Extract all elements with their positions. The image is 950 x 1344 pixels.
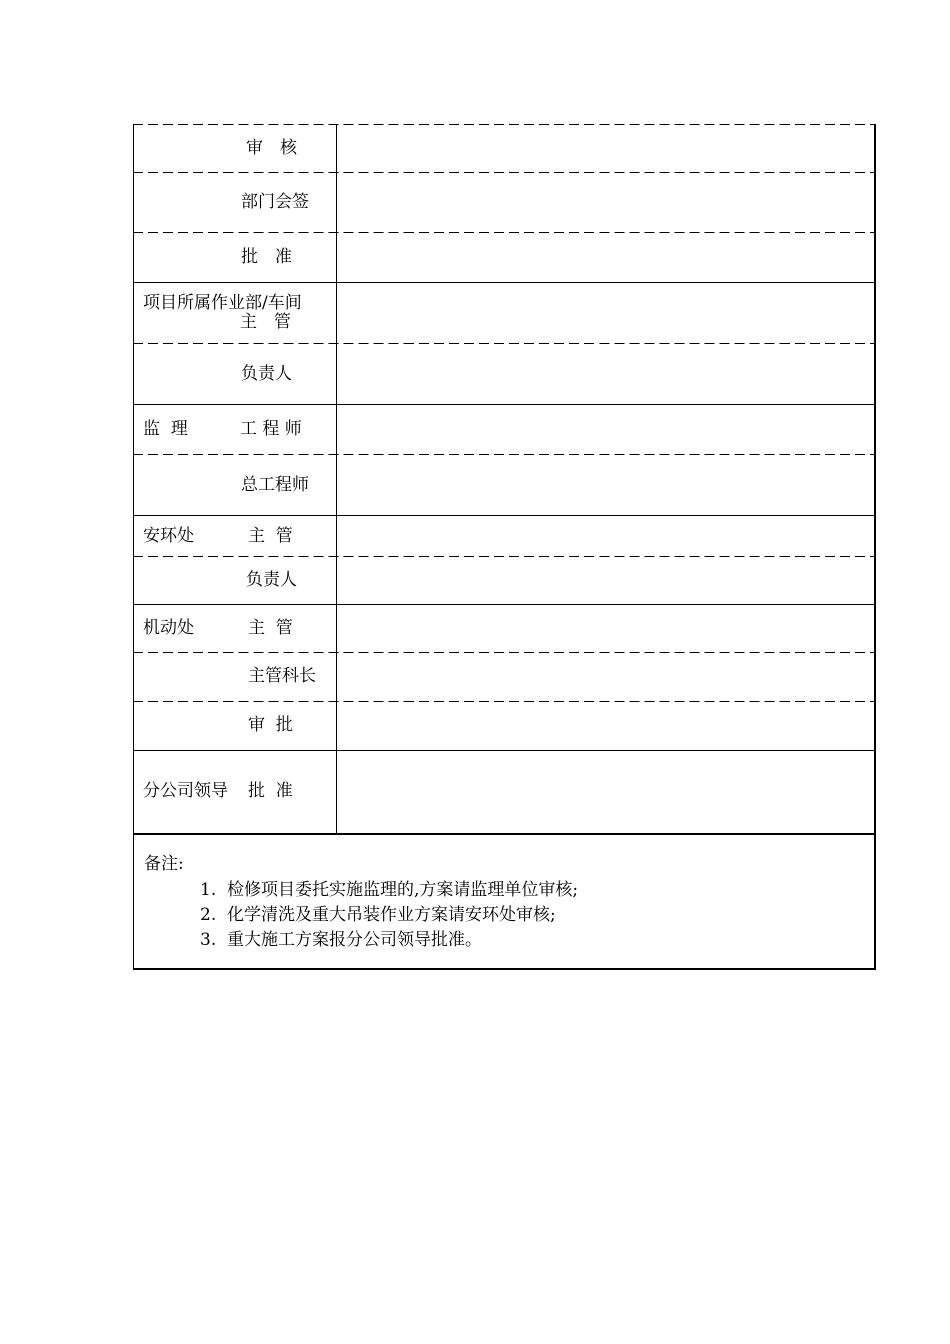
row-label-workshop-head: 负责人 bbox=[241, 364, 292, 384]
row-divider bbox=[134, 454, 874, 455]
row-divider bbox=[134, 404, 874, 405]
row-label-mechanical-supervisor: 主 管 bbox=[248, 618, 293, 638]
row-divider bbox=[134, 282, 874, 283]
row-label-dept-countersign: 部门会签 bbox=[241, 192, 309, 212]
row-divider bbox=[134, 556, 874, 557]
row-label-engineer: 工 程 师 bbox=[240, 419, 302, 439]
row-group-label-mechanical: 机动处 bbox=[143, 618, 194, 638]
row-divider bbox=[134, 343, 874, 344]
row-divider bbox=[134, 701, 874, 702]
notes-item: 2. 化学清洗及重大吊装作业方案请安环处审核; bbox=[200, 905, 556, 925]
column-divider bbox=[336, 124, 337, 833]
notes-title: 备注: bbox=[144, 854, 184, 874]
row-label-review: 审 核 bbox=[246, 138, 297, 158]
row-group-label-safety-env: 安环处 bbox=[143, 526, 194, 546]
row-label-safety-head: 负责人 bbox=[246, 570, 297, 590]
row-label-chief-engineer: 总工程师 bbox=[241, 475, 309, 495]
approval-form-table bbox=[133, 124, 876, 970]
row-group-label-workshop: 项目所属作业部/车间 bbox=[143, 293, 302, 313]
notes-item: 3. 重大施工方案报分公司领导批准。 bbox=[200, 930, 483, 950]
notes-divider bbox=[134, 833, 874, 835]
row-label-final-approval: 审 批 bbox=[248, 715, 293, 735]
row-divider bbox=[134, 652, 874, 653]
row-divider bbox=[134, 515, 874, 516]
notes-item: 1. 检修项目委托实施监理的,方案请监理单位审核; bbox=[200, 880, 579, 900]
row-divider bbox=[134, 232, 874, 233]
row-divider bbox=[134, 604, 874, 605]
row-label-leader-approve: 批 准 bbox=[248, 781, 293, 801]
row-group-label-supervision: 监 理 bbox=[143, 419, 188, 439]
row-label-section-chief: 主管科长 bbox=[248, 666, 316, 686]
row-label-approve: 批 准 bbox=[241, 247, 292, 267]
row-divider bbox=[134, 750, 874, 751]
row-group-label-branch-leader: 分公司领导 bbox=[143, 781, 228, 801]
row-label-workshop-supervisor: 主 管 bbox=[240, 312, 291, 332]
row-divider bbox=[134, 124, 874, 125]
row-label-safety-supervisor: 主 管 bbox=[248, 526, 293, 546]
row-divider bbox=[134, 172, 874, 173]
